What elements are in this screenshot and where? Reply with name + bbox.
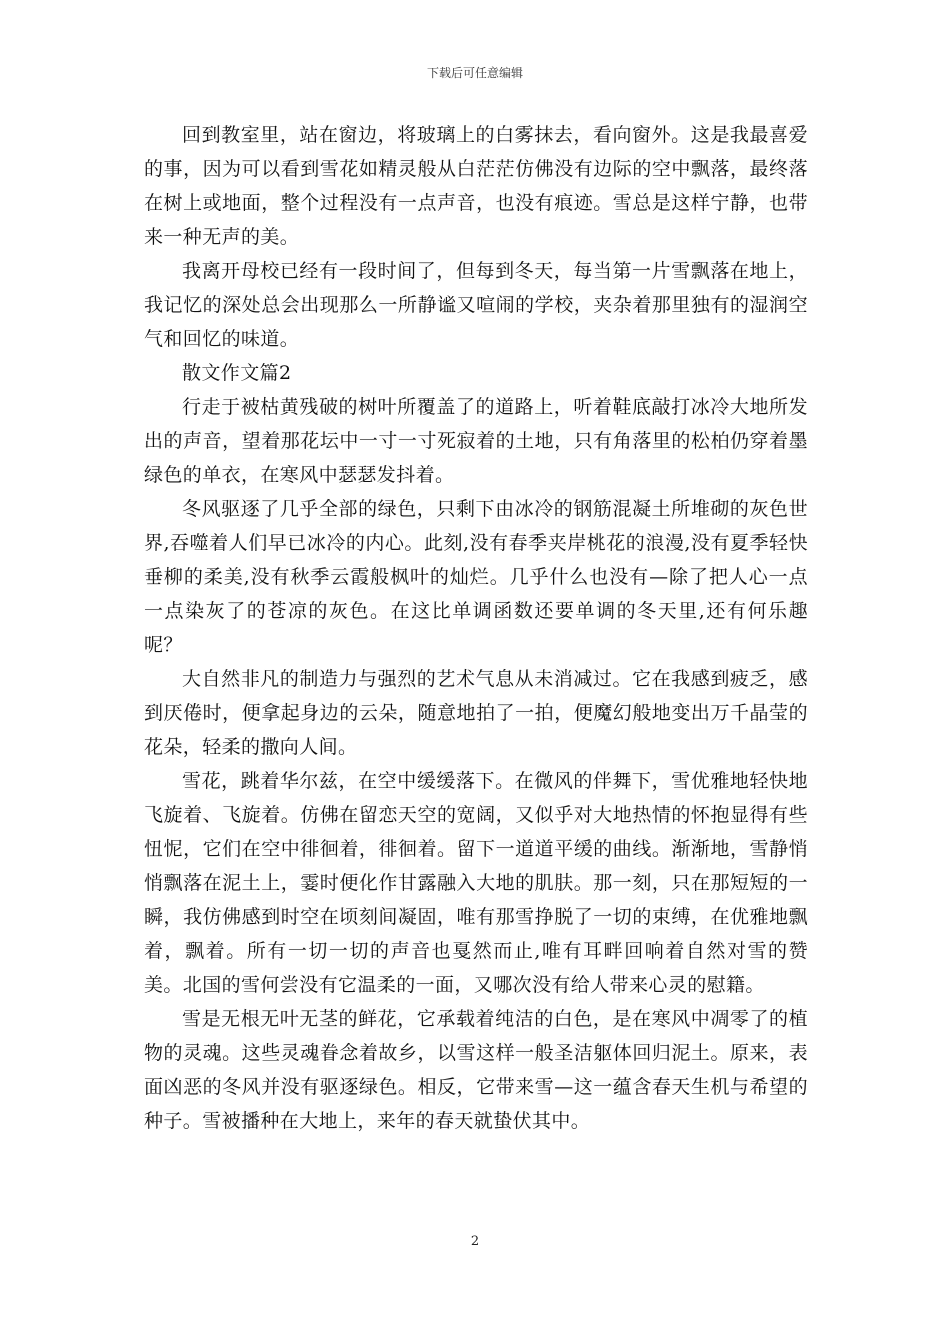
page-number: 2 (470, 1234, 480, 1249)
section-heading: 散文作文篇2 (182, 362, 292, 384)
paragraph: 冬风驱逐了几乎全部的绿色，只剩下由冰冷的钢筋混凝土所堆砌的灰色世界,吞噬着人们早已冰冷的内心。此刻,没有春季夹岸桃花的浪漫,没有夏季轻快垂柳的柔美,没有秋季云霞般枫叶的灿烂。几乎什么也没有—除了把人心一点一点染灰了的苍凉的灰色。在这比单调函数还要单调的冬天里,还有何乐趣呢？ (144, 498, 808, 656)
paragraph: 我离开母校已经有一段时间了，但每到冬天，每当第一片雪飘落在地上，我记忆的深处总会出现那么一所静谧又喧闹的学校，夹杂着那里独有的湿润空气和回忆的味道。 (144, 260, 808, 350)
paragraph: 回到教室里，站在窗边，将玻璃上的白雾抹去，看向窗外。这是我最喜爱的事，因为可以看到雪花如精灵般从白茫茫仿佛没有边际的空中飘落，最终落在树上或地面，整个过程没有一点声音，也没有痕迹。雪总是这样宁静，也带来一种无声的美。 (144, 124, 808, 248)
paragraph: 行走于被枯黄残破的树叶所覆盖了的道路上，听着鞋底敲打冰冷大地所发出的声音，望着那花坛中一寸一寸死寂着的土地，只有角落里的松柏仍穿着墨绿色的单衣，在寒风中瑟瑟发抖着。 (144, 396, 808, 486)
paragraph: 雪是无根无叶无茎的鲜花，它承载着纯洁的白色，是在寒风中凋零了的植物的灵魂。这些灵魂眷念着故乡，以雪这样一般圣洁躯体回归泥土。原来，表面凶恶的冬风并没有驱逐绿色。相反，它带来雪—这一蕴含春天生机与希望的种子。雪被播种在大地上，来年的春天就蛰伏其中。 (144, 1008, 808, 1132)
paragraph: 大自然非凡的制造力与强烈的艺术气息从未消减过。它在我感到疲乏，感到厌倦时，便拿起身边的云朵，随意地拍了一拍，便魔幻般地变出万千晶莹的花朵，轻柔的撒向人间。 (144, 668, 808, 758)
document-body (144, 118, 808, 1138)
page-header: 下载后可任意编辑 (426, 66, 523, 80)
paragraph: 雪花，跳着华尔兹，在空中缓缓落下。在微风的伴舞下，雪优雅地轻快地飞旋着、飞旋着。仿佛在留恋天空的宽阔，又似乎对大地热情的怀抱显得有些忸怩，它们在空中徘徊着，徘徊着。留下一道道平缓的曲线。渐渐地，雪静悄悄飘落在泥土上，霎时便化作甘露融入大地的肌肤。那一刻，只在那短短的一瞬，我仿佛感到时空在顷刻间凝固，唯有那雪挣脱了一切的束缚，在优雅地飘着，飘着。所有一切一切的声音也戛然而止,唯有耳畔回响着自然对雪的赞美。北国的雪何尝没有它温柔的一面，又哪次没有给人带来心灵的慰籍。 (144, 770, 808, 996)
